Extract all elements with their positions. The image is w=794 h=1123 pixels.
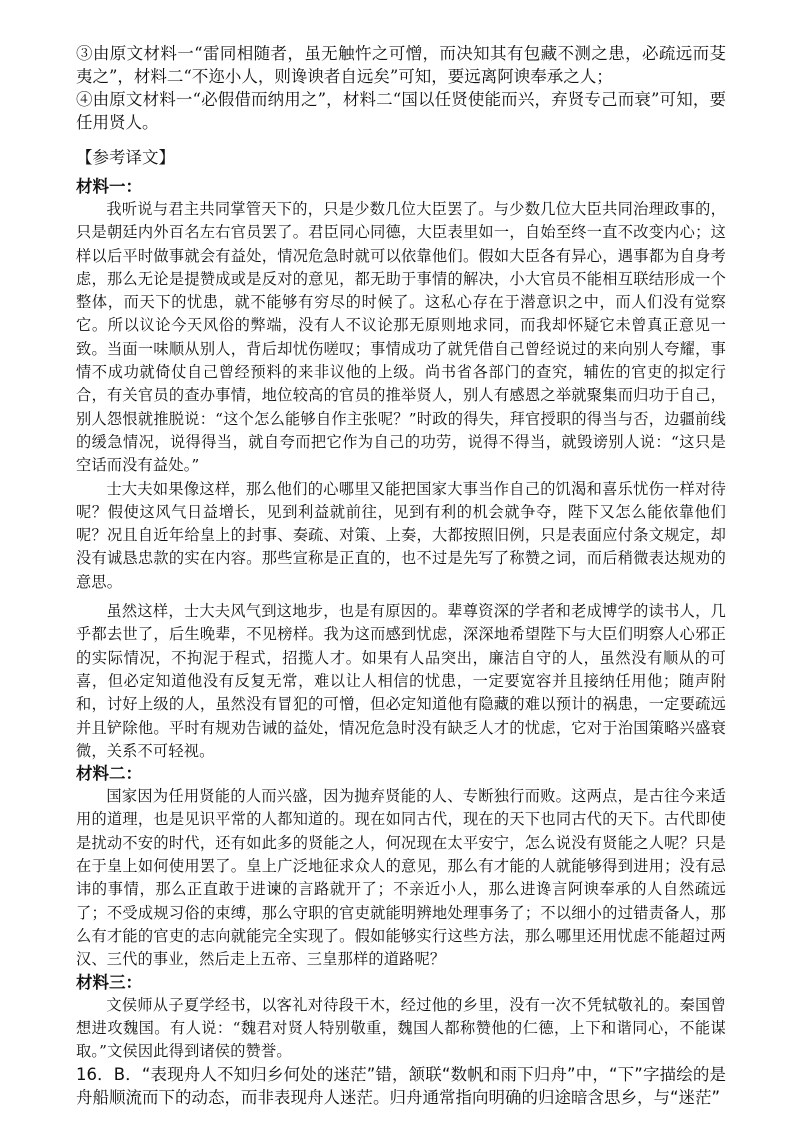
- document-page: [76, 42, 726, 1109]
- material-1-heading: 材料一：: [76, 177, 142, 196]
- material-3-paragraph-1: 文侯师从子夏学经书，以客礼对待段干木，经过他的乡里，没有一次不凭轼敬礼的。秦国曾想进攻魏国。有人说：“魏君对贤人特别敬重，魏国人都称赞他的仁德，上下和谐同心，不能谋取。”文侯因此得到诸侯的赞誉。: [76, 995, 726, 1061]
- material-2-heading: 材料二：: [76, 764, 142, 784]
- material-1-paragraph-3: 虽然这样，士大夫风气到这地步，也是有原因的。辈尊资深的学者和老成博学的读书人，几乎都去世了，后生晚辈，不见榜样。我为这而感到忧虑，深深地希望陛下与大臣们明察人心邪正的实际情况，不拘泥于程式，招揽人才。如果有人品突出，廉洁自守的人，虽然没有顺从的可喜，但必定知道他没有反复无常，难以让人相信的忧患，一定要宽容并且接纳任用他；随声附和，讨好上级的人，虽然没有冒犯的可憎，但必定知道他有隐藏的难以预计的祸患，一定要疏远并且铲除他。平时有规劝告诫的益处，情况危急时没有缺乏人才的忧虑，它对于治国策略兴盛衰微，关系不可轻视。: [76, 602, 726, 760]
- answer-point-3: ③由原文材料一“雷同相随者，虽无触忤之可憎，而决知其有包藏不测之患，必疏远而芟夷之”，材料二“不迩小人，则谗谀者自远矣”可知，要远离阿谀奉承之人；: [76, 44, 726, 86]
- question-16-answer: 16．B．“表现舟人不知归乡何处的迷茫”错，颔联“数帆和雨下归舟”中，“下”字描绘的是舟船顺流而下的动态，而非表现舟人迷茫。归舟通常指向明确的归途暗含思乡，与“迷茫”: [76, 1065, 726, 1108]
- material-1-paragraph-2: 士大夫如果像这样，那么他们的心哪里又能把国家大事当作自己的饥渴和喜乐忧伤一样对待呢？假使这风气日益增长，见到利益就前往，见到有利的机会就争夺，陛下又怎么能依靠他们呢？况且自近年给皇上的封事、奏疏、对策、上奏，大都按照旧例，只是表面应付条文规定，却没有诚恳忠款的实在内容。那些宣称是正直的，也不过是先写了称赞之词，而后稍微表达规劝的意思。: [76, 479, 726, 591]
- material-2-paragraph-1: 国家因为任用贤能的人而兴盛，因为抛弃贤能的人、专断独行而败。这两点，是古往今来适用的道理，也是见识平常的人都知道的。现在如同古代，现在的天下也同古代的天下。古代即使是扰动不安的时代，还有如此多的贤能之人，何况现在太平安宁，怎么说没有贤能之人呢？只是在于皇上如何使用罢了。皇上广泛地征求众人的意见，那么有才能的人就能够得到进用；没有忌讳的事情，那么正直敢于进谏的言路就开了；不亲近小人，那么进谗言阿谀奉承的人自然疏远了；不受成规习俗的束缚，那么守职的官吏就能明辨地处理事务了；不以细小的过错责备人，那么有才能的官吏的志向就能完全实现了。假如能够实行这些方法，那么哪里还用忧虑不能超过两汉、三代的事业，然后走上五帝、三皇那样的道路呢？: [76, 787, 726, 969]
- material-3-heading: 材料三：: [76, 972, 142, 992]
- reference-translation-title: 【参考译文】: [76, 148, 175, 167]
- material-1-paragraph-1: 我听说与君主共同掌管天下的，只是少数几位大臣罢了。与少数几位大臣共同治理政事的，只是朝廷内外百名左右官员罢了。君臣同心同德，大臣表里如一，自始至终一直不改变内心；这样以后平时做事就会有益处，情况危急时就可以依靠他们。假如大臣各有异心，遇事都为自身考虑，那么无论是提赞成或是反对的意见，都无助于事情的解决，小大官员不能相互联结形成一个整体，而天下的忧患，就不能够有穷尽的时候了。这私心存在于潜意识之中，而人们没有觉察它。所以议论今天风俗的弊端，没有人不议论那无原则地求同，而我却怀疑它未曾真正意见一致。当面一味顺从别人，背后却忧伤嗟叹；事情成功了就凭借自己曾经说过的来向别人夸耀，事情不成功就倚仗自己曾经预料的来非议他的上级。尚书省各部门的查究，辅佐的官吏的拟定行合，有关官员的查办事情，地位较高的官员的推举贤人，别人有感恩之举就聚集而归功于自己，别人怨恨就推脱说：“这个怎么能够自作主张呢？”时政的得失，拜官授职的得当与否，边疆前线的缓急情况，说得得当，就自夸而把它作为自己的功劳，说得不得当，就毁谤别人说：“这只是空话而没有益处。”: [76, 200, 726, 475]
- answer-point-4: ④由原文材料一“必假借而纳用之”，材料二“国以任贤使能而兴，弃贤专己而衰”可知，要任用贤人。: [76, 90, 726, 132]
